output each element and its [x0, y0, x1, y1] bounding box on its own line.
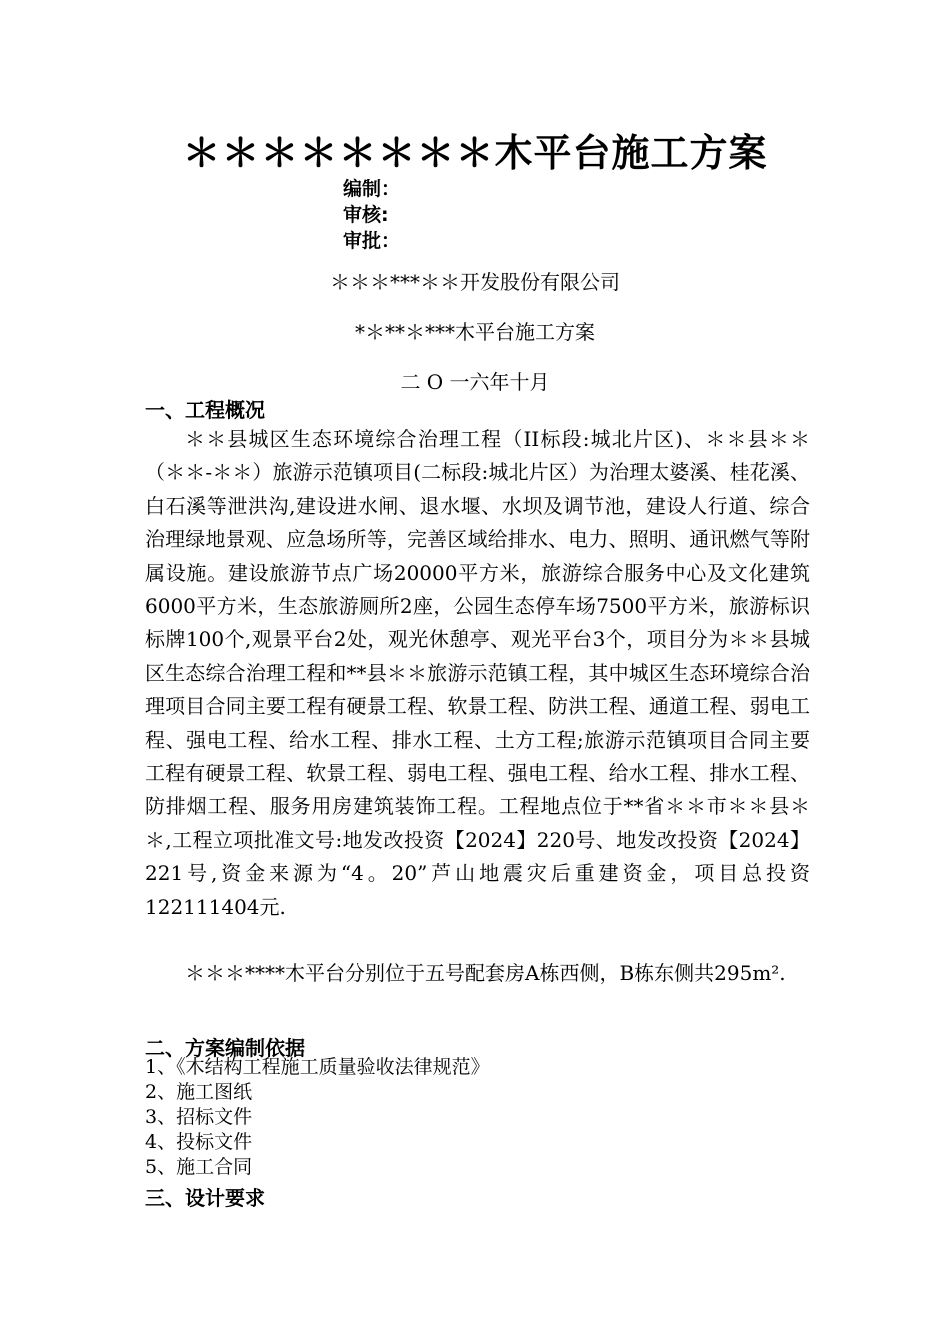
document-subtitle: *＊**＊***木平台施工方案	[355, 320, 595, 344]
list-item: 1、《木结构工程施工质量验收法律规范》	[145, 1056, 490, 1078]
list-item: 5、施工合同	[145, 1156, 253, 1178]
document-title: ＊＊＊＊＊＊＊＊木平台施工方案	[182, 131, 768, 175]
section-heading-design: 三、设计要求	[145, 1186, 265, 1210]
reviewed-by-label: 审核:	[343, 204, 389, 226]
list-item: 2、施工图纸	[145, 1081, 253, 1103]
document-date: 二 O 一六年十月	[400, 370, 550, 394]
list-item: 4、投标文件	[145, 1131, 253, 1153]
list-item: 3、招标文件	[145, 1106, 253, 1128]
approved-by-label: 审批：	[343, 230, 401, 252]
platform-location-paragraph: ＊＊＊****木平台分别位于五号配套房A栋西侧，B栋东侧共295m².	[185, 961, 786, 985]
section-heading-basis: 二、方案编制依据	[145, 1036, 305, 1060]
sign-off-block	[343, 176, 400, 254]
section-heading-overview: 一、工程概况	[145, 398, 265, 422]
company-name: ＊＊＊***＊＊开发股份有限公司	[330, 270, 620, 294]
basis-list	[145, 1055, 490, 1180]
compiled-by-label: 编制：	[343, 178, 401, 200]
overview-paragraph: ＊＊县城区生态环境综合治理工程（II标段:城北片区)、＊＊县＊＊（＊＊-＊＊）旅游示范镇项目(二标段:城北片区）为治理太婆溪、桂花溪、白石溪等泄洪沟,建设进水闸、退水堰、水坝及调节池，建设人行道、综合治理绿地景观、应急场所等，完善区域给排水、电力、照明、通讯燃气等附属设施。建设旅游节点广场20000平方米，旅游综合服务中心及文化建筑6000平方米，生态旅游厕所2座，公园生态停车场7500平方米，旅游标识标牌100个,观景平台2处，观光休憩亭、观光平台3个，项目分为＊＊县城区生态综合治理工程和**县＊＊旅游示范镇工程，其中城区生态环境综合治理项目合同主要工程有硬景工程、软景工程、防洪工程、通道工程、弱电工程、强电工程、给水工程、排水工程、土方工程;旅游示范镇项目合同主要工程有硬景工程、软景工程、弱电工程、强电工程、给水工程、排水工程、防排烟工程、服务用房建筑装饰工程。工程地点位于**省＊＊市＊＊县＊＊,工程立项批准文号:地发改投资【2024】220号、地发改投资【2024】221号,资金来源为“4。20”芦山地震灾后重建资金，项目总投资122111404元.	[145, 427, 810, 919]
